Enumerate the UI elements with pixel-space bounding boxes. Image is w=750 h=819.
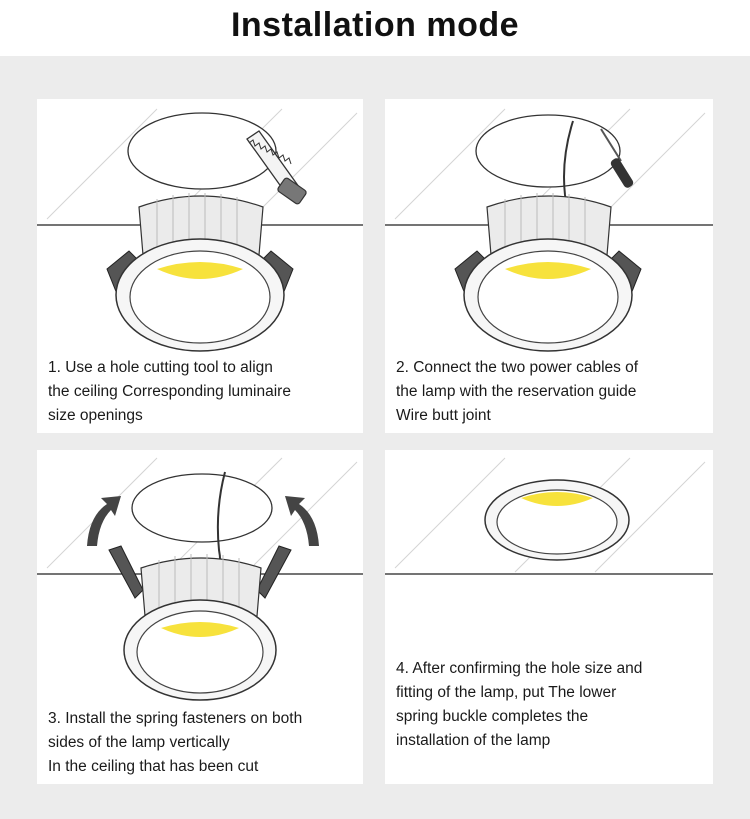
caption-line: sides of the lamp vertically	[48, 734, 230, 751]
caption-line: 4. After confirming the hole size and	[396, 660, 643, 677]
step-2-caption	[396, 356, 707, 428]
caption-line: fitting of the lamp, put The lower	[396, 684, 617, 701]
header	[0, 0, 750, 56]
step-4-panel	[385, 450, 713, 784]
caption-line: the ceiling Corresponding luminaire	[48, 383, 291, 400]
caption-line: installation of the lamp	[396, 732, 551, 749]
installed-downlight-icon	[485, 480, 629, 560]
step-1-panel	[37, 99, 363, 433]
caption-line: 1. Use a hole cutting tool to align	[48, 359, 273, 376]
ceiling-hole-icon	[476, 115, 620, 187]
ceiling-hole-icon	[128, 113, 276, 189]
caption-line: 3. Install the spring fasteners on both	[48, 710, 303, 727]
step-3-caption	[48, 707, 357, 779]
caption-line: size openings	[48, 407, 143, 424]
ceiling-hole-icon	[132, 474, 272, 542]
downlight-icon	[455, 193, 641, 351]
step-1-caption	[48, 356, 357, 428]
step-3-panel	[37, 450, 363, 784]
downlight-icon	[107, 193, 293, 351]
caption-line: 2. Connect the two power cables of	[396, 359, 639, 376]
caption-line: the lamp with the reservation guide	[396, 383, 637, 400]
step-2-panel	[385, 99, 713, 433]
downlight-icon	[124, 554, 276, 700]
page-title: Installation mode	[230, 6, 520, 44]
caption-line: Wire butt joint	[396, 407, 491, 424]
step-4-caption	[396, 657, 707, 753]
caption-line: In the ceiling that has been cut	[48, 758, 259, 775]
caption-line: spring buckle completes the	[396, 708, 589, 725]
